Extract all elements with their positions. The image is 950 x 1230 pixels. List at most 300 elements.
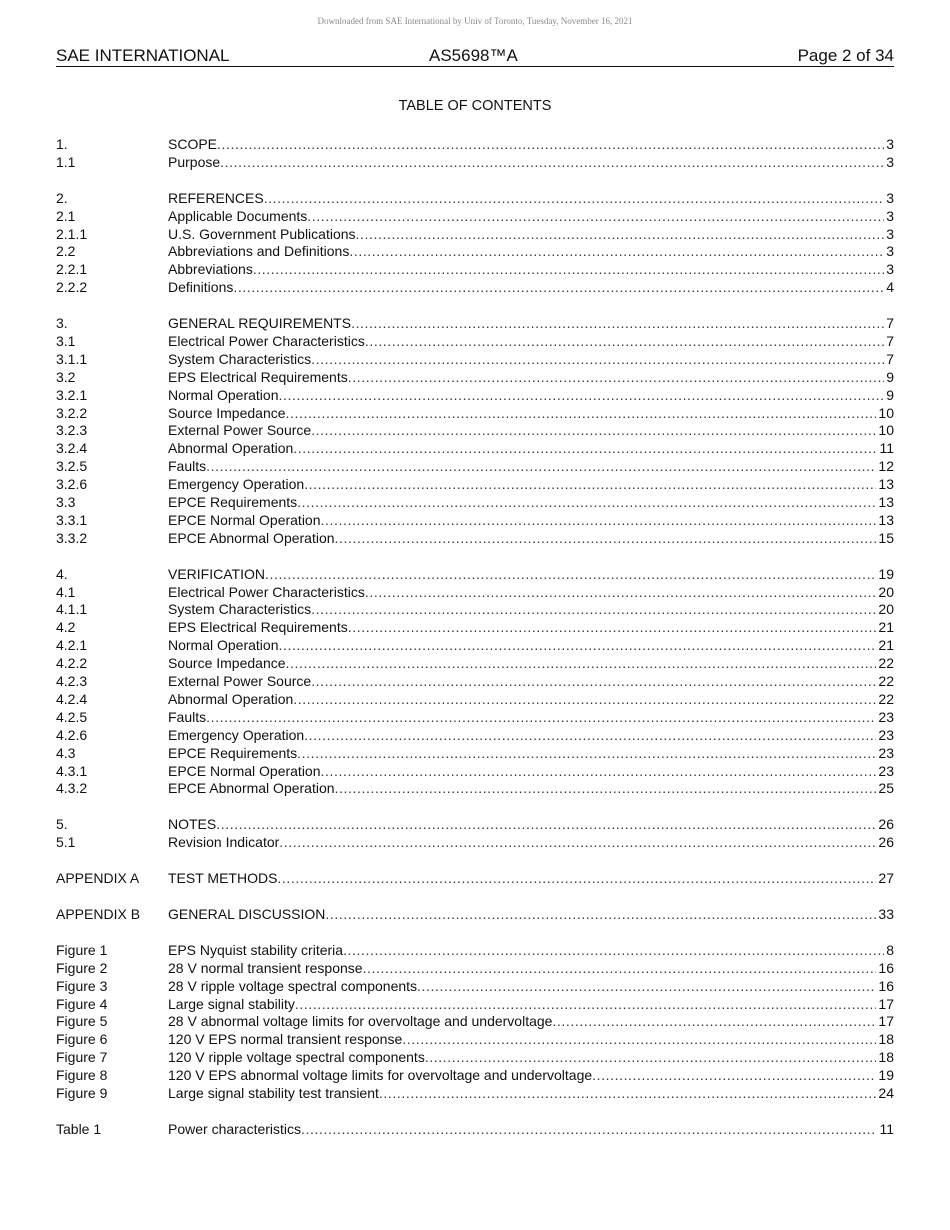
toc-group-spacer <box>56 548 894 566</box>
header-page-number: Page 2 of 34 <box>797 46 894 65</box>
toc-group-spacer <box>56 798 894 816</box>
toc-entry-number: 2.2.1 <box>56 261 88 278</box>
toc-entry-body <box>168 566 894 584</box>
toc-entry[interactable] <box>56 315 894 333</box>
toc-entry-page: 15 <box>878 529 894 546</box>
toc-entry-page: 19 <box>878 1067 894 1084</box>
toc-entry[interactable] <box>56 637 894 655</box>
toc-entry-number: Figure 5 <box>56 1013 108 1030</box>
toc-entry[interactable] <box>56 709 894 727</box>
toc-entry[interactable] <box>56 780 894 798</box>
toc-entry-page: 25 <box>878 780 894 797</box>
toc-entry-body <box>168 637 894 655</box>
toc-entry[interactable] <box>56 351 894 369</box>
toc-entry-body <box>168 154 894 172</box>
toc-entry[interactable] <box>56 530 894 548</box>
toc-entry-title: EPS Electrical Requirements <box>168 619 348 636</box>
toc-entry-body <box>168 494 894 512</box>
toc-entry-title: 28 V abnormal voltage limits for overvoltage and undervoltage <box>168 1013 553 1030</box>
toc-entry[interactable] <box>56 387 894 405</box>
toc-entry[interactable] <box>56 1085 894 1103</box>
toc-entry-number: 1.1 <box>56 153 76 170</box>
toc-dot-leader <box>592 1067 876 1085</box>
toc-entry[interactable] <box>56 1121 894 1139</box>
toc-entry-body <box>168 458 894 476</box>
toc-entry-number: 3.2.1 <box>56 386 88 403</box>
toc-entry-body <box>168 870 894 888</box>
toc-entry-number: Figure 4 <box>56 995 108 1012</box>
toc-entry[interactable] <box>56 208 894 226</box>
toc-entry-body <box>168 996 894 1014</box>
toc-entry-number: Figure 6 <box>56 1031 108 1048</box>
toc-entry-title: Electrical Power Characteristics <box>168 333 365 350</box>
toc-entry-number: 2. <box>56 189 68 206</box>
toc-entry-body <box>168 405 894 423</box>
toc-entry-number: 2.1 <box>56 207 76 224</box>
header-organization: SAE INTERNATIONAL <box>56 46 230 65</box>
toc-entry-page: 13 <box>878 511 894 528</box>
toc-entry[interactable] <box>56 960 894 978</box>
toc-entry-body <box>168 315 894 333</box>
toc-entry-number: 3.2.3 <box>56 422 88 439</box>
toc-entry-page: 21 <box>878 619 894 636</box>
toc-entry-page: 7 <box>886 315 894 332</box>
toc-entry-title: Faults <box>168 458 207 475</box>
toc-dot-leader <box>379 1085 877 1103</box>
toc-entry[interactable] <box>56 816 894 834</box>
toc-entry-title: Emergency Operation <box>168 476 305 493</box>
table-of-contents <box>56 136 894 1139</box>
toc-entry[interactable] <box>56 906 894 924</box>
toc-dot-leader <box>293 691 876 709</box>
toc-entry-body <box>168 763 894 781</box>
toc-entry-number: 4.3.1 <box>56 762 88 779</box>
toc-dot-leader <box>311 351 884 369</box>
toc-entry[interactable] <box>56 369 894 387</box>
toc-entry[interactable] <box>56 261 894 279</box>
toc-entry[interactable] <box>56 136 894 154</box>
toc-entry-number: 2.1.1 <box>56 225 88 242</box>
toc-entry-title: External Power Source <box>168 673 312 690</box>
toc-dot-leader <box>264 190 885 208</box>
toc-entry-body <box>168 619 894 637</box>
download-watermark: Downloaded from SAE International by Univ of Toronto, Tuesday, November 16, 2021 <box>317 16 633 26</box>
toc-entry-title: System Characteristics <box>168 350 312 367</box>
toc-entry-title: Power characteristics <box>168 1120 302 1137</box>
toc-entry-title: Purpose <box>168 153 221 170</box>
toc-entry[interactable] <box>56 673 894 691</box>
toc-entry-page: 17 <box>878 1013 894 1030</box>
toc-dot-leader <box>279 834 876 852</box>
toc-entry-body <box>168 369 894 387</box>
toc-entry-body <box>168 387 894 405</box>
toc-dot-leader <box>301 1121 877 1139</box>
toc-entry-body <box>168 243 894 261</box>
toc-entry-body <box>168 261 894 279</box>
toc-entry-body <box>168 655 894 673</box>
toc-entry-number: 3.2.6 <box>56 476 88 493</box>
toc-entry-title: Electrical Power Characteristics <box>168 583 365 600</box>
toc-dot-leader <box>351 315 884 333</box>
toc-entry-page: 16 <box>878 959 894 976</box>
toc-entry-number: 3.3.1 <box>56 511 88 528</box>
toc-entry-title: Normal Operation <box>168 386 279 403</box>
toc-entry[interactable] <box>56 942 894 960</box>
toc-entry-page: 13 <box>878 494 894 511</box>
toc-entry-body <box>168 584 894 602</box>
toc-entry[interactable] <box>56 333 894 351</box>
toc-dot-leader <box>304 476 876 494</box>
toc-entry-page: 23 <box>878 726 894 743</box>
header-document-id: AS5698™A <box>429 46 518 65</box>
toc-entry-body <box>168 530 894 548</box>
toc-dot-leader <box>216 816 876 834</box>
toc-entry-title: Abbreviations and Definitions <box>168 243 350 260</box>
toc-entry-body <box>168 440 894 458</box>
toc-entry-body <box>168 208 894 226</box>
toc-entry-title: EPCE Abnormal Operation <box>168 780 335 797</box>
toc-entry-number: Table 1 <box>56 1120 102 1137</box>
toc-entry-title: EPCE Requirements <box>168 744 298 761</box>
toc-entry-title: REFERENCES <box>168 189 264 206</box>
toc-entry-body <box>168 727 894 745</box>
toc-dot-leader <box>325 906 876 924</box>
toc-entry-page: 19 <box>878 565 894 582</box>
toc-entry-title: Abnormal Operation <box>168 690 294 707</box>
toc-entry-body <box>168 1049 894 1067</box>
toc-entry[interactable] <box>56 458 894 476</box>
toc-dot-leader <box>365 333 884 351</box>
toc-entry-title: Large signal stability test transient <box>168 1084 379 1101</box>
toc-entry-title: EPCE Abnormal Operation <box>168 529 335 546</box>
toc-entry-page: 23 <box>878 744 894 761</box>
toc-dot-leader <box>265 566 876 584</box>
toc-entry-title: Faults <box>168 708 207 725</box>
toc-entry-page: 11 <box>879 1120 894 1137</box>
toc-entry-page: 26 <box>878 834 894 851</box>
toc-entry-body <box>168 333 894 351</box>
toc-entry-number: Figure 8 <box>56 1067 108 1084</box>
toc-dot-leader <box>220 154 884 172</box>
toc-group-spacer <box>56 172 894 190</box>
toc-entry-number: APPENDIX A <box>56 870 140 887</box>
toc-entry-page: 27 <box>878 870 894 887</box>
toc-entry[interactable] <box>56 745 894 763</box>
toc-dot-leader <box>417 978 876 996</box>
toc-dot-leader <box>279 637 877 655</box>
toc-entry-number: 4.1.1 <box>56 601 88 618</box>
toc-entry[interactable] <box>56 619 894 637</box>
toc-entry-page: 7 <box>886 350 894 367</box>
toc-entry-number: 3.3.2 <box>56 529 88 546</box>
toc-dot-leader <box>311 601 876 619</box>
toc-entry-number: 3.2.2 <box>56 404 88 421</box>
toc-entry-title: GENERAL REQUIREMENTS <box>168 315 352 332</box>
toc-entry[interactable] <box>56 279 894 297</box>
toc-entry-body <box>168 673 894 691</box>
toc-entry[interactable] <box>56 405 894 423</box>
toc-dot-leader <box>348 369 884 387</box>
toc-entry-number: 3.3 <box>56 494 76 511</box>
toc-dot-leader <box>286 655 877 673</box>
toc-entry-title: NOTES <box>168 816 217 833</box>
toc-dot-leader <box>293 440 877 458</box>
toc-dot-leader <box>363 960 877 978</box>
toc-entry-number: 3.2.5 <box>56 458 88 475</box>
toc-entry-body <box>168 351 894 369</box>
toc-entry-title: EPCE Normal Operation <box>168 762 321 779</box>
toc-dot-leader <box>304 727 876 745</box>
toc-entry-page: 9 <box>886 368 894 385</box>
toc-entry-page: 3 <box>886 136 894 152</box>
toc-entry-body <box>168 1121 894 1139</box>
toc-entry-body <box>168 780 894 798</box>
toc-entry[interactable] <box>56 727 894 745</box>
toc-entry-number: 4.2 <box>56 619 76 636</box>
toc-entry[interactable] <box>56 1049 894 1067</box>
toc-entry-title: EPCE Normal Operation <box>168 511 321 528</box>
toc-dot-leader <box>356 226 885 244</box>
toc-entry-number: 4.3 <box>56 744 76 761</box>
toc-entry-body <box>168 1067 894 1085</box>
toc-entry-number: Figure 9 <box>56 1084 108 1101</box>
toc-entry[interactable] <box>56 763 894 781</box>
toc-entry-body <box>168 226 894 244</box>
toc-entry-number: 3.1.1 <box>56 350 88 367</box>
toc-entry-number: 5.1 <box>56 834 76 851</box>
toc-entry-number: Figure 1 <box>56 941 108 958</box>
toc-entry-body <box>168 1031 894 1049</box>
toc-entry[interactable] <box>56 1013 894 1031</box>
toc-dot-leader <box>206 458 876 476</box>
toc-entry-page: 33 <box>878 905 894 922</box>
toc-dot-leader <box>425 1049 877 1067</box>
toc-entry-page: 3 <box>886 153 894 170</box>
toc-entry-page: 10 <box>878 404 894 421</box>
toc-dot-leader <box>365 584 877 602</box>
toc-entry-title: Revision Indicator <box>168 834 280 851</box>
toc-dot-leader <box>311 673 876 691</box>
toc-entry-body <box>168 960 894 978</box>
toc-dot-leader <box>286 405 877 423</box>
toc-entry-page: 26 <box>878 816 894 833</box>
toc-entry[interactable] <box>56 834 894 852</box>
toc-dot-leader <box>295 996 877 1014</box>
toc-entry-page: 11 <box>879 440 894 457</box>
toc-entry-page: 20 <box>878 583 894 600</box>
toc-dot-leader <box>279 387 885 405</box>
toc-entry-title: Applicable Documents <box>168 207 308 224</box>
page-header <box>56 44 894 67</box>
toc-entry-number: 4.2.2 <box>56 655 88 672</box>
toc-entry-page: 3 <box>886 225 894 242</box>
toc-dot-leader <box>253 261 884 279</box>
toc-entry-body <box>168 709 894 727</box>
toc-entry-number: 3.1 <box>56 333 76 350</box>
toc-entry[interactable] <box>56 584 894 602</box>
toc-entry-title: System Characteristics <box>168 601 312 618</box>
toc-entry-number: Figure 7 <box>56 1049 108 1066</box>
toc-dot-leader <box>297 494 876 512</box>
toc-entry-number: 4.2.4 <box>56 690 88 707</box>
toc-entry-page: 23 <box>878 762 894 779</box>
toc-heading: TABLE OF CONTENTS <box>398 98 552 114</box>
toc-dot-leader <box>349 243 884 261</box>
toc-entry-title: Emergency Operation <box>168 726 305 743</box>
toc-entry-body <box>168 816 894 834</box>
toc-entry[interactable] <box>56 1067 894 1085</box>
toc-entry-page: 20 <box>878 601 894 618</box>
toc-group-spacer <box>56 297 894 315</box>
toc-entry[interactable] <box>56 655 894 673</box>
toc-dot-leader <box>321 512 877 530</box>
toc-entry-number: Figure 3 <box>56 977 108 994</box>
toc-entry-number: 1. <box>56 136 68 152</box>
toc-entry-title: VERIFICATION <box>168 565 265 582</box>
toc-dot-leader <box>206 709 876 727</box>
toc-entry-body <box>168 745 894 763</box>
toc-entry-number: Figure 2 <box>56 959 108 976</box>
toc-dot-leader <box>297 745 876 763</box>
toc-group-spacer <box>56 852 894 870</box>
toc-entry-number: 2.2.2 <box>56 279 88 296</box>
toc-dot-leader <box>311 422 876 440</box>
toc-entry-number: 3. <box>56 315 68 332</box>
toc-entry-title: U.S. Government Publications <box>168 225 356 242</box>
toc-entry-title: Normal Operation <box>168 637 279 654</box>
toc-entry-page: 22 <box>878 655 894 672</box>
toc-entry-number: 4.2.1 <box>56 637 88 654</box>
toc-entry[interactable] <box>56 154 894 172</box>
toc-dot-leader <box>233 279 884 297</box>
toc-entry[interactable] <box>56 440 894 458</box>
toc-entry-title: 28 V normal transient response <box>168 959 363 976</box>
toc-entry-page: 3 <box>886 243 894 260</box>
toc-entry-page: 3 <box>886 189 894 206</box>
toc-entry[interactable] <box>56 996 894 1014</box>
toc-entry-title: External Power Source <box>168 422 312 439</box>
toc-dot-leader <box>335 530 877 548</box>
toc-entry-title: EPS Nyquist stability criteria <box>168 941 344 958</box>
toc-entry-title: EPS Electrical Requirements <box>168 368 348 385</box>
toc-entry-page: 9 <box>886 386 894 403</box>
toc-entry-body <box>168 942 894 960</box>
toc-entry-number: 4. <box>56 565 68 582</box>
toc-group-spacer <box>56 888 894 906</box>
toc-entry-page: 17 <box>878 995 894 1012</box>
toc-entry-page: 24 <box>878 1084 894 1101</box>
toc-entry-body <box>168 601 894 619</box>
toc-entry-page: 12 <box>878 458 894 475</box>
toc-entry[interactable] <box>56 691 894 709</box>
toc-group-spacer <box>56 924 894 942</box>
toc-entry-number: 5. <box>56 816 68 833</box>
toc-entry-number: APPENDIX B <box>56 905 141 922</box>
toc-entry-body <box>168 190 894 208</box>
toc-entry-title: 120 V EPS normal transient response <box>168 1031 403 1048</box>
toc-entry-title: 28 V ripple voltage spectral components <box>168 977 418 994</box>
toc-entry[interactable] <box>56 566 894 584</box>
toc-entry-title: Abnormal Operation <box>168 440 294 457</box>
toc-entry-body <box>168 834 894 852</box>
toc-entry-page: 8 <box>886 941 894 958</box>
toc-entry-number: 4.2.5 <box>56 708 88 725</box>
toc-dot-leader <box>217 136 884 154</box>
toc-entry-page: 7 <box>886 333 894 350</box>
toc-entry-page: 3 <box>886 261 894 278</box>
toc-entry-title: GENERAL DISCUSSION <box>168 905 326 922</box>
toc-entry-number: 4.2.3 <box>56 673 88 690</box>
toc-entry-body <box>168 279 894 297</box>
toc-entry[interactable] <box>56 1031 894 1049</box>
toc-entry-title: Abbreviations <box>168 261 253 278</box>
toc-entry[interactable] <box>56 494 894 512</box>
toc-entry-page: 3 <box>886 207 894 224</box>
toc-entry-page: 16 <box>878 977 894 994</box>
toc-entry-number: 2.2 <box>56 243 76 260</box>
toc-entry-body <box>168 978 894 996</box>
toc-entry-number: 4.1 <box>56 583 76 600</box>
toc-entry-number: 3.2 <box>56 368 76 385</box>
toc-entry-body <box>168 691 894 709</box>
toc-entry-number: 3.2.4 <box>56 440 88 457</box>
toc-entry-number: 4.3.2 <box>56 780 88 797</box>
toc-entry-body <box>168 512 894 530</box>
toc-entry-title: EPCE Requirements <box>168 494 298 511</box>
toc-entry[interactable] <box>56 243 894 261</box>
toc-entry[interactable] <box>56 226 894 244</box>
toc-entry-page: 18 <box>878 1049 894 1066</box>
toc-entry-title: SCOPE <box>168 136 218 152</box>
toc-entry[interactable] <box>56 476 894 494</box>
toc-entry-title: TEST METHODS <box>168 870 278 887</box>
toc-entry-title: 120 V EPS abnormal voltage limits for overvoltage and undervoltage <box>168 1067 593 1084</box>
toc-entry-page: 4 <box>886 279 894 296</box>
toc-dot-leader <box>402 1031 876 1049</box>
toc-dot-leader <box>277 870 876 888</box>
toc-entry-page: 23 <box>878 708 894 725</box>
toc-entry[interactable] <box>56 422 894 440</box>
toc-entry-page: 22 <box>878 690 894 707</box>
toc-dot-leader <box>343 942 884 960</box>
toc-entry-page: 13 <box>878 476 894 493</box>
toc-entry-page: 21 <box>878 637 894 654</box>
toc-entry-page: 10 <box>878 422 894 439</box>
toc-dot-leader <box>307 208 884 226</box>
toc-entry-title: Source Impedance <box>168 655 286 672</box>
toc-entry[interactable] <box>56 601 894 619</box>
toc-entry-title: Definitions <box>168 279 234 296</box>
toc-entry-page: 18 <box>878 1031 894 1048</box>
toc-entry-body <box>168 1013 894 1031</box>
toc-entry-body <box>168 1085 894 1103</box>
toc-entry-body <box>168 476 894 494</box>
toc-entry-title: 120 V ripple voltage spectral components <box>168 1049 425 1066</box>
toc-entry-body <box>168 422 894 440</box>
toc-entry-title: Large signal stability <box>168 995 295 1012</box>
toc-entry-body <box>168 906 894 924</box>
toc-entry-title: Source Impedance <box>168 404 286 421</box>
toc-dot-leader <box>335 780 877 798</box>
toc-entry-page: 22 <box>878 673 894 690</box>
toc-entry[interactable] <box>56 978 894 996</box>
toc-entry[interactable] <box>56 512 894 530</box>
toc-entry-number: 4.2.6 <box>56 726 88 743</box>
toc-entry[interactable] <box>56 870 894 888</box>
toc-group-spacer <box>56 1103 894 1121</box>
toc-entry[interactable] <box>56 190 894 208</box>
toc-dot-leader <box>348 619 877 637</box>
